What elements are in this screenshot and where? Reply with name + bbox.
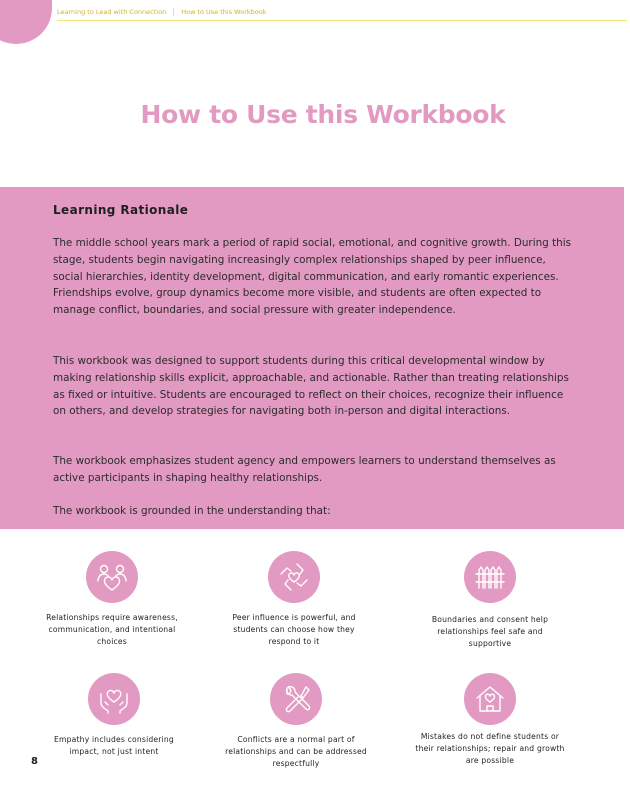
house-heart-icon: [464, 673, 516, 725]
wrench-screwdriver-icon: [270, 673, 322, 725]
principle-caption-1: Relationships require awareness, communication, and intentional choices: [46, 613, 178, 646]
rationale-panel: [0, 187, 624, 529]
hands-holding-heart-icon: [88, 673, 140, 725]
header-section: How to Use this Workbook: [181, 8, 267, 16]
rationale-paragraph-4: The workbook is grounded in the understanding that:: [53, 505, 331, 517]
header-separator: [173, 8, 174, 16]
principle-item-6: [415, 673, 565, 767]
page-title: How to Use this Workbook: [140, 100, 506, 129]
rationale-paragraph-2: This workbook was designed to support students during this critical developmental window by making relationship skills explicit, approachable, and actionable. Rather than treating relationships as fixed or intuitive. Students are encouraged to reflect on their choices, recognize their influence on others, and develop strategies for navigating both in-person and digital interactions.: [53, 355, 569, 418]
principle-item-2: [219, 551, 369, 648]
corner-decoration: [0, 0, 52, 44]
running-header: [57, 8, 627, 21]
principle-caption-6: Mistakes do not define students or their relationships; repair and growth are possible: [415, 732, 565, 765]
principle-caption-5: Conflicts are a normal part of relationships and can be addressed respectfully: [225, 735, 367, 768]
header-book-title: Learning to Lead with Connection: [57, 8, 167, 16]
principle-caption-3: Boundaries and consent help relationships feel safe and supportive: [431, 615, 549, 648]
principle-item-4: [39, 673, 189, 758]
principle-item-3: [415, 551, 565, 650]
principle-item-5: [221, 673, 371, 770]
rationale-paragraph-1: The middle school years mark a period of rapid social, emotional, and cognitive growth. During this stage, students begin navigating increasingly complex relationships shaped by peer influence, social hierarchies, identity development, digital communication, and early romantic experiences. Friendships evolve, group dynamics become more visible, and students are often expected to manage conflict, boundaries, and social pressure with greater independence.: [53, 237, 572, 317]
people-heart-icon: [86, 551, 138, 603]
principle-item-1: [37, 551, 187, 648]
principle-caption-4: Empathy includes considering impact, not just intent: [54, 735, 174, 756]
hands-heart-circle-icon: [268, 551, 320, 603]
fence-icon: [464, 551, 516, 603]
page-number: 8: [31, 756, 38, 767]
rationale-heading: Learning Rationale: [53, 203, 189, 217]
rationale-paragraph-3: The workbook emphasizes student agency and empowers learners to understand themselves as active participants in shaping healthy relationships.: [53, 455, 556, 484]
principle-caption-2: Peer influence is powerful, and students can choose how they respond to it: [232, 613, 356, 646]
